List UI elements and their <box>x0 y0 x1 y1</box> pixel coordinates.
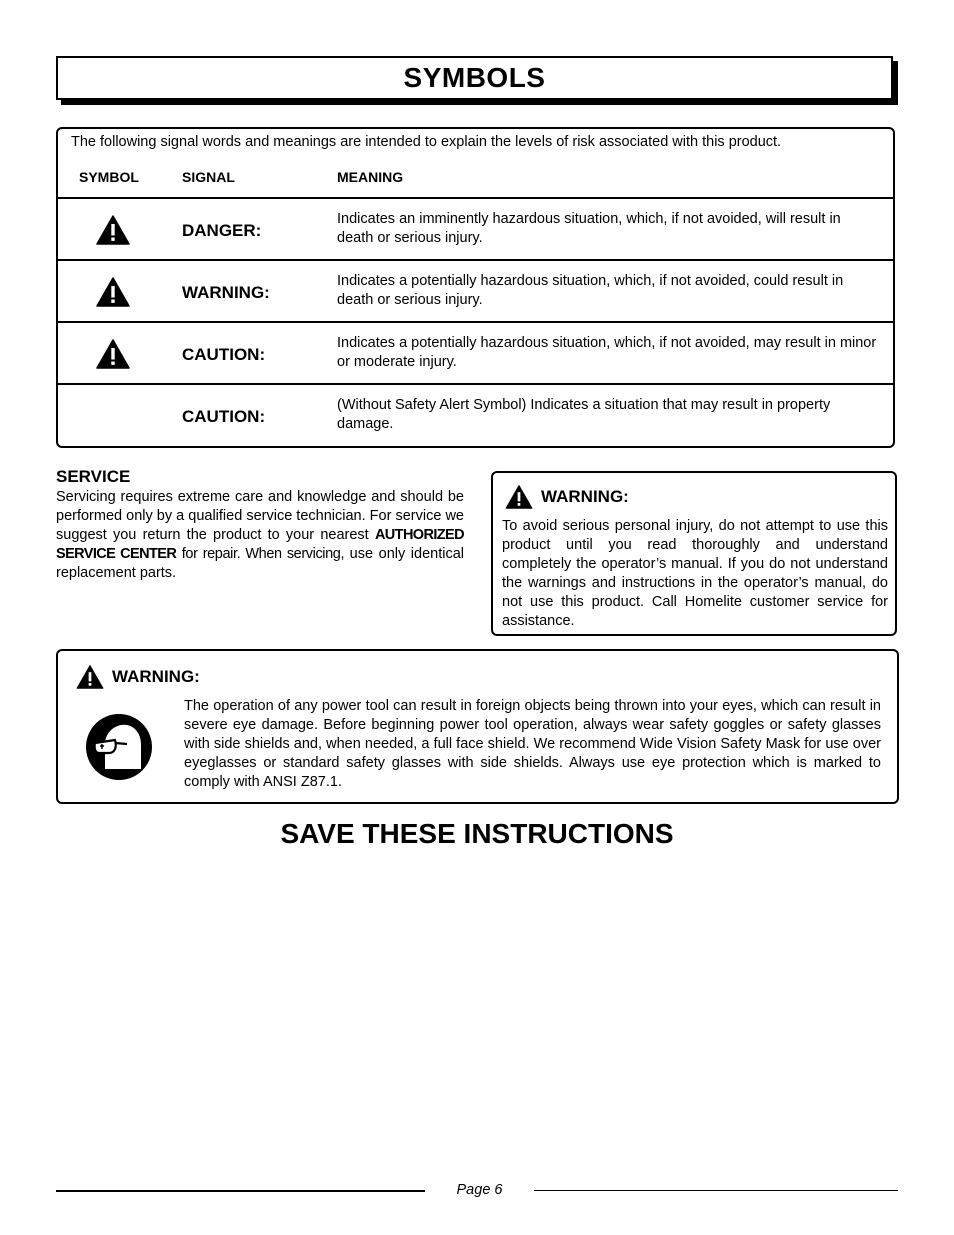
signal-meaning: Indicates an imminently hazardous situation, which, if not avoided, will result in death or serious injury. <box>337 211 841 246</box>
warning-heading <box>76 665 200 689</box>
header-symbol: SYMBOL <box>79 169 139 185</box>
page-title: SYMBOLS <box>403 62 546 93</box>
warning-box-manual <box>491 471 897 636</box>
service-text <box>56 488 464 583</box>
safety-alert-icon <box>76 665 104 689</box>
signal-word: WARNING: <box>182 283 270 302</box>
service-heading: SERVICE <box>56 467 131 486</box>
warning-text: To avoid serious personal injury, do not attempt to use this product until you read thoroughly and understand completely the operator’s manual. If you do not understand the warnings and instructions in the operator’s manual, do not use this product. Call Homelite customer service for assistance. <box>502 518 888 629</box>
warning-text: The operation of any power tool can result in foreign objects being thrown into your eyes, which can result in severe eye damage. Before beginning power tool operation, always wear safety goggles or safety glasses with side shields and, when needed, a full face shield. We recommend Wide Vision Safety Mask for use over eyeglasses or standard safety glasses with side shields. Always use eye protection which is marked to comply with ANSI Z87.1. <box>184 698 881 790</box>
signal-meaning: Indicates a potentially hazardous situation, which, if not avoided, could result in death or serious injury. <box>337 273 844 308</box>
symbols-intro: The following signal words and meanings are intended to explain the levels of risk associated with this product. <box>71 134 782 150</box>
header-meaning: MEANING <box>337 169 404 185</box>
safety-goggles-icon <box>85 713 153 781</box>
warning-label: WARNING: <box>112 667 200 686</box>
signal-word: CAUTION: <box>182 407 266 426</box>
service-text-end: use only identical replacement parts. <box>56 546 465 581</box>
warning-heading <box>505 485 629 509</box>
page-number: Page 6 <box>456 1182 503 1198</box>
safety-alert-icon <box>96 339 130 369</box>
save-instructions-heading: SAVE THESE INSTRUCTIONS <box>280 818 674 849</box>
authorized-service-center: AUTHORIZED SERVICE CENTER <box>56 527 464 562</box>
header-signal: SIGNAL <box>182 169 235 185</box>
signal-meaning: (Without Safety Alert Symbol) Indicates a situation that may result in property damage. <box>337 397 831 432</box>
service-text-intro: Servicing requires extreme care and knowledge and should be performed only by a qualified service technician. For service we suggest you return the product to your nearest <box>56 489 464 543</box>
signal-word: CAUTION: <box>182 345 266 364</box>
footer-rule-left <box>56 1190 425 1192</box>
warning-label: WARNING: <box>541 487 629 506</box>
safety-alert-icon <box>96 277 130 307</box>
table-row <box>58 321 893 385</box>
symbols-table <box>56 127 895 448</box>
signal-word: DANGER: <box>182 221 262 240</box>
safety-alert-icon <box>505 485 533 509</box>
safety-alert-icon <box>96 215 130 245</box>
table-row <box>58 197 893 261</box>
table-row <box>58 383 893 447</box>
service-text-continued: for repair. When servicing, <box>181 546 345 562</box>
signal-meaning: Indicates a potentially hazardous situation, which, if not avoided, may result in minor or moderate injury. <box>337 335 877 370</box>
table-row <box>58 259 893 323</box>
page-title-banner <box>56 56 893 100</box>
warning-box-eye-protection <box>56 649 899 804</box>
footer-rule-right <box>534 1190 898 1191</box>
